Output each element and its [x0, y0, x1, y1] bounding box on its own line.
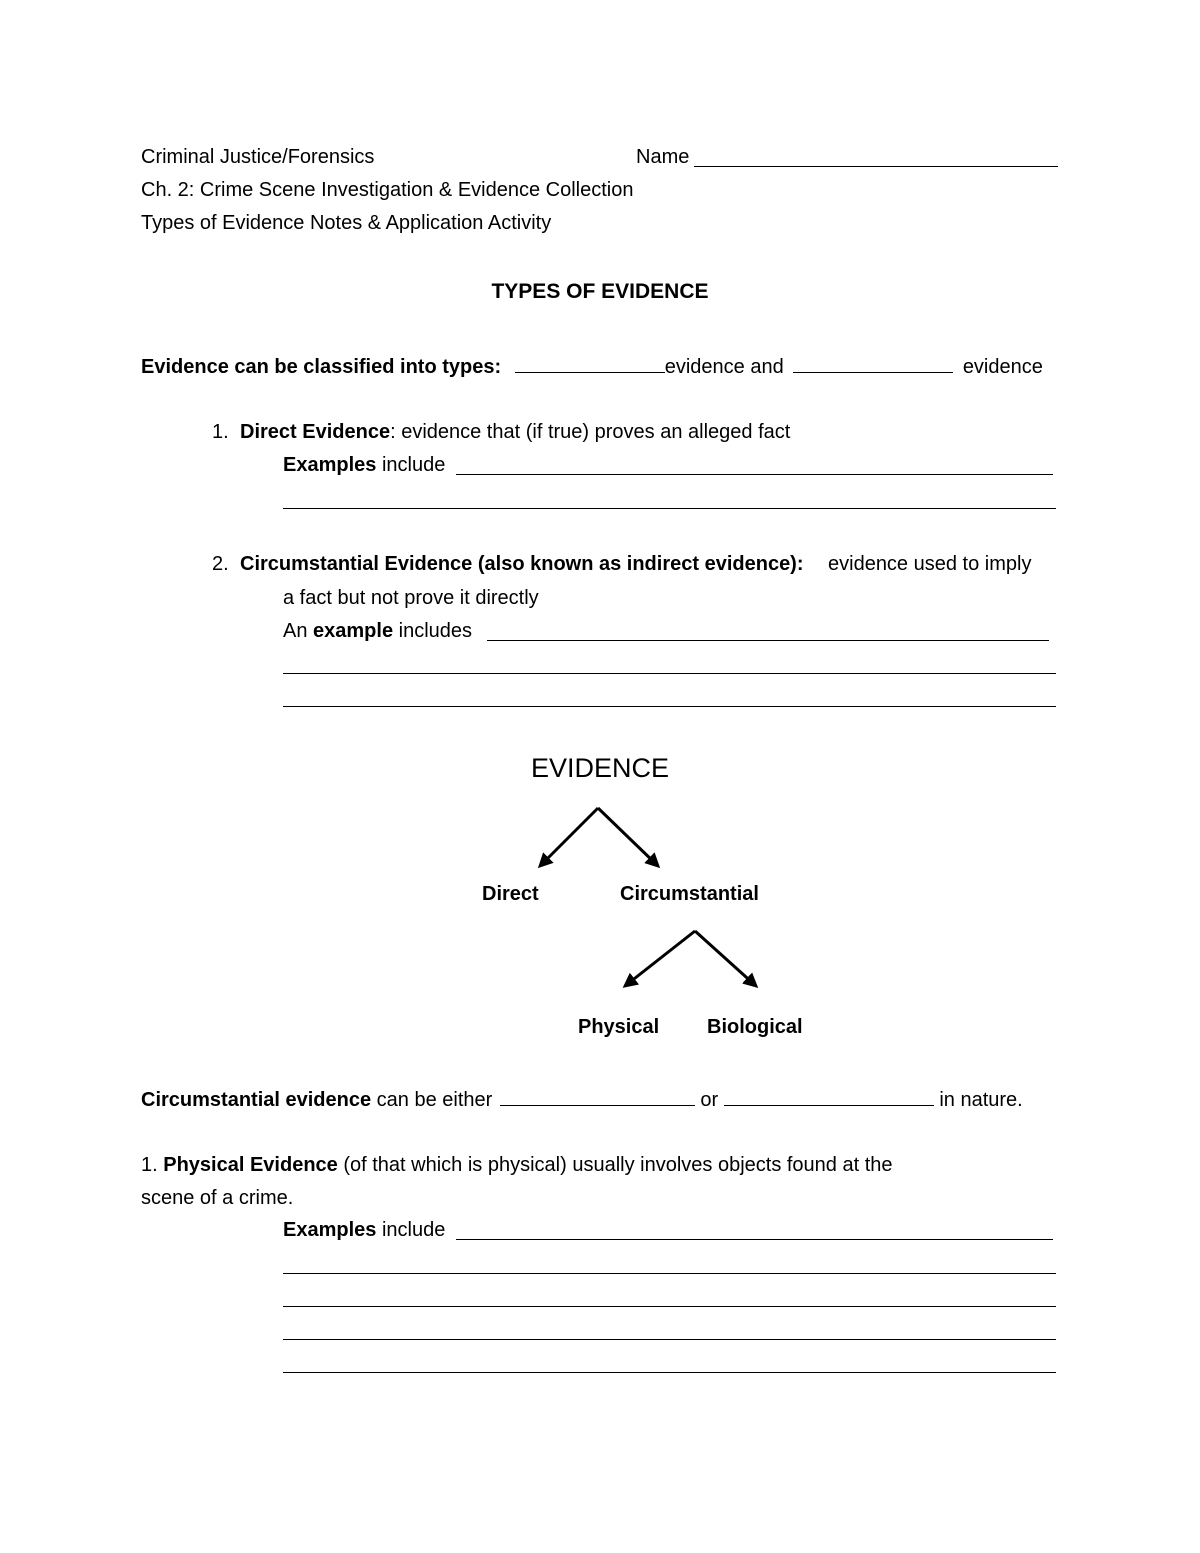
- nature-term: Circumstantial evidence: [141, 1089, 372, 1111]
- nature-blank-1[interactable]: [500, 1087, 695, 1106]
- intro-mid: evidence and: [664, 356, 784, 378]
- direct-definition-text: : evidence that (if true) proves an alleged fact: [390, 421, 791, 443]
- direct-examples-rest: include: [376, 454, 446, 476]
- arrow-circ-to-physical: [625, 931, 695, 986]
- direct-examples-bold: Examples: [283, 454, 377, 476]
- intro-end: evidence: [962, 356, 1043, 378]
- physical-line-1: [141, 1153, 893, 1177]
- nature-blank-2[interactable]: [724, 1087, 934, 1106]
- direct-number: 1.: [212, 421, 229, 443]
- physical-answer-line-2[interactable]: [283, 1273, 1056, 1274]
- arrow-root-to-direct: [540, 808, 598, 866]
- circ-example-bold: example: [313, 620, 394, 642]
- nature-end: in nature.: [933, 1089, 1023, 1111]
- circ-example-prefix: An: [283, 620, 314, 642]
- page-title: TYPES OF EVIDENCE: [491, 280, 709, 303]
- circ-example-rest: includes: [393, 620, 473, 642]
- circ-definition-1: evidence used to imply: [828, 553, 1032, 575]
- diagram-direct: Direct: [482, 883, 539, 905]
- physical-answer-line-3[interactable]: [283, 1306, 1056, 1307]
- physical-examples-rest: include: [376, 1219, 446, 1241]
- activity-title: Types of Evidence Notes & Application Activity: [141, 212, 552, 234]
- circ-number: 2.: [212, 553, 229, 575]
- nature-or: or: [694, 1089, 724, 1111]
- physical-answer-line-5[interactable]: [283, 1372, 1056, 1373]
- nature-mid: can be either: [371, 1089, 493, 1111]
- physical-answer-line-1[interactable]: [456, 1239, 1053, 1240]
- intro-lead: Evidence can be classified into types:: [141, 356, 502, 378]
- physical-number: 1.: [141, 1154, 164, 1176]
- direct-term: Direct Evidence: [240, 421, 391, 443]
- name-label: Name: [636, 146, 690, 168]
- arrow-root-to-circumstantial: [598, 808, 658, 866]
- physical-text-1: (of that which is physical) usually involves objects found at the: [337, 1154, 893, 1176]
- arrow-circ-to-biological: [695, 931, 756, 986]
- course-title: Criminal Justice/Forensics: [141, 146, 375, 168]
- diagram-root: EVIDENCE: [530, 753, 670, 783]
- circ-term: Circumstantial Evidence (also known as indirect evidence):: [240, 553, 804, 575]
- physical-line-2: scene of a crime.: [141, 1187, 294, 1209]
- nature-sentence: [141, 1087, 1023, 1112]
- physical-term: Physical Evidence: [163, 1154, 338, 1176]
- circ-definition-2: a fact but not prove it directly: [283, 587, 539, 609]
- diagram-circumstantial: Circumstantial: [620, 883, 759, 905]
- diagram-biological: Biological: [707, 1016, 803, 1038]
- physical-examples-bold: Examples: [283, 1219, 377, 1241]
- diagram-physical: Physical: [578, 1016, 660, 1038]
- physical-answer-line-4[interactable]: [283, 1339, 1056, 1340]
- physical-examples-label: [283, 1218, 445, 1242]
- chapter-title: Ch. 2: Crime Scene Investigation & Evidence Collection: [141, 179, 634, 201]
